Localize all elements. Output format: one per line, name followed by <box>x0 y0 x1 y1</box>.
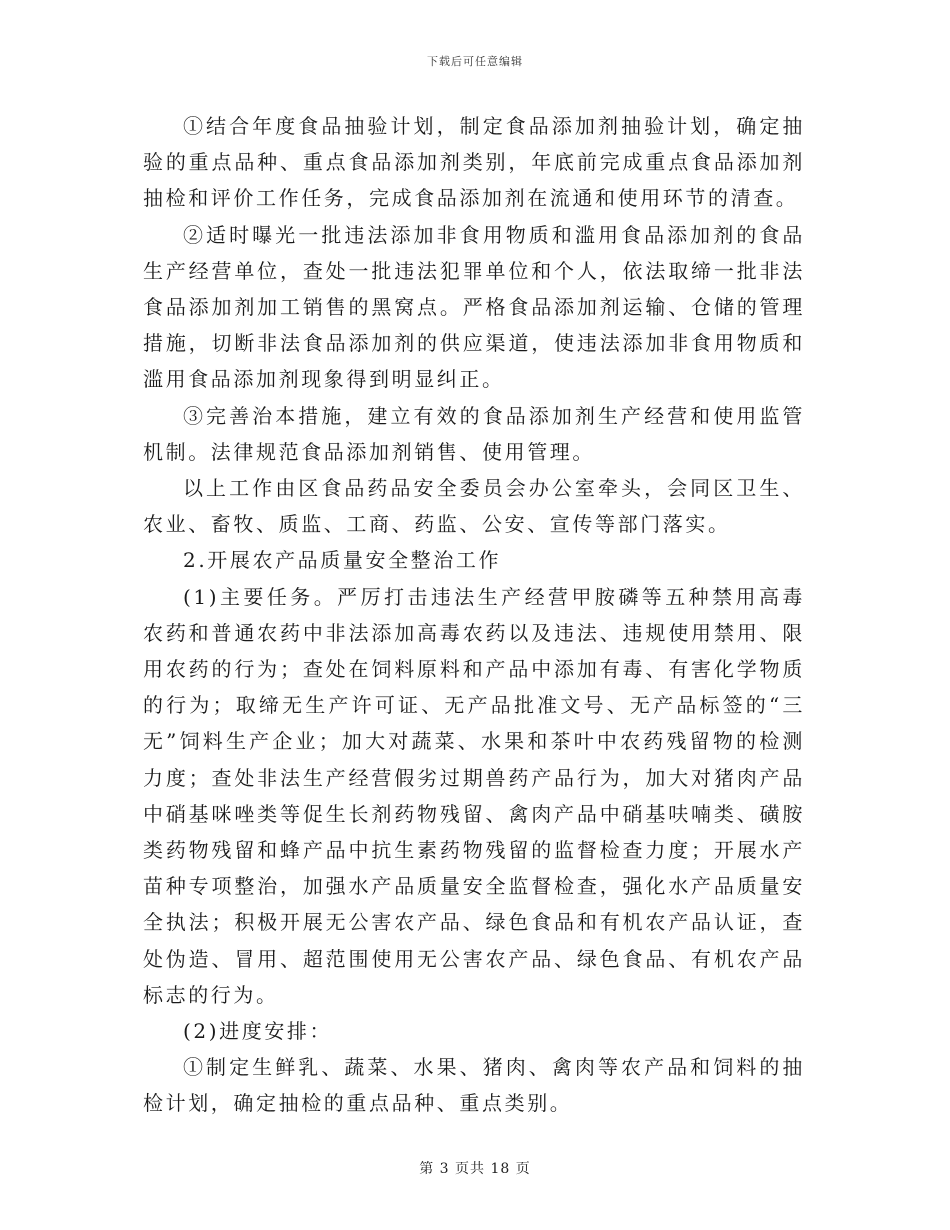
paragraph-1: ①结合年度食品抽验计划，制定食品添加剂抽验计划，确定抽验的重点品种、重点食品添加剂类别，年底前完成重点食品添加剂抽检和评价工作任务，完成食品添加剂在流通和使用环节的清查。 <box>143 114 805 211</box>
page-footer: 第 3 页共 18 页 <box>419 1161 531 1177</box>
page-header: 下载后可任意编辑 <box>427 55 523 68</box>
paragraph-schedule-1: ①制定生鲜乳、蔬菜、水果、猪肉、禽肉等农产品和饲料的抽检计划，确定抽检的重点品种、重点类别。 <box>143 1055 805 1116</box>
document-body <box>143 108 805 1122</box>
paragraph-3: ③完善治本措施，建立有效的食品添加剂生产经营和使用监管机制。法律规范食品添加剂销售、使用管理。 <box>143 403 805 464</box>
paragraph-2: ②适时曝光一批违法添加非食用物质和滥用食品添加剂的食品生产经营单位，查处一批违法犯罪单位和个人，依法取缔一批非法食品添加剂加工销售的黑窝点。严格食品添加剂运输、仓储的管理措施，切断非法食品添加剂的供应渠道，使违法添加非食用物质和滥用食品添加剂现象得到明显纠正。 <box>143 222 805 392</box>
paragraph-4: 以上工作由区食品药品安全委员会办公室牵头，会同区卫生、农业、畜牧、质监、工商、药监、公安、宣传等部门落实。 <box>143 476 805 537</box>
section-heading: 2.开展农产品质量安全整治工作 <box>183 548 502 573</box>
paragraph-main-tasks: (1)主要任务。严厉打击违法生产经营甲胺磷等五种禁用高毒农药和普通农药中非法添加高毒农药以及违法、违规使用禁用、限用农药的行为；查处在饲料原料和产品中添加有毒、有害化学物质的行为；取缔无生产许可证、无产品批准文号、无产品标签的“三无”饲料生产企业；加大对蔬菜、水果和茶叶中农药残留物的检测力度；查处非法生产经营假劣过期兽药产品行为，加大对猪肉产品中硝基咪唑类等促生长剂药物残留、禽肉产品中硝基呋喃类、磺胺类药物残留和蜂产品中抗生素药物残留的监督检查力度；开展水产苗种专项整治，加强水产品质量安全监督检查，强化水产品质量安全执法；积极开展无公害农产品、绿色食品和有机农产品认证，查处伪造、冒用、超范围使用无公害农产品、绿色食品、有机农产品标志的行为。 <box>143 584 805 1007</box>
paragraph-schedule-heading: (2)进度安排： <box>183 1019 333 1044</box>
